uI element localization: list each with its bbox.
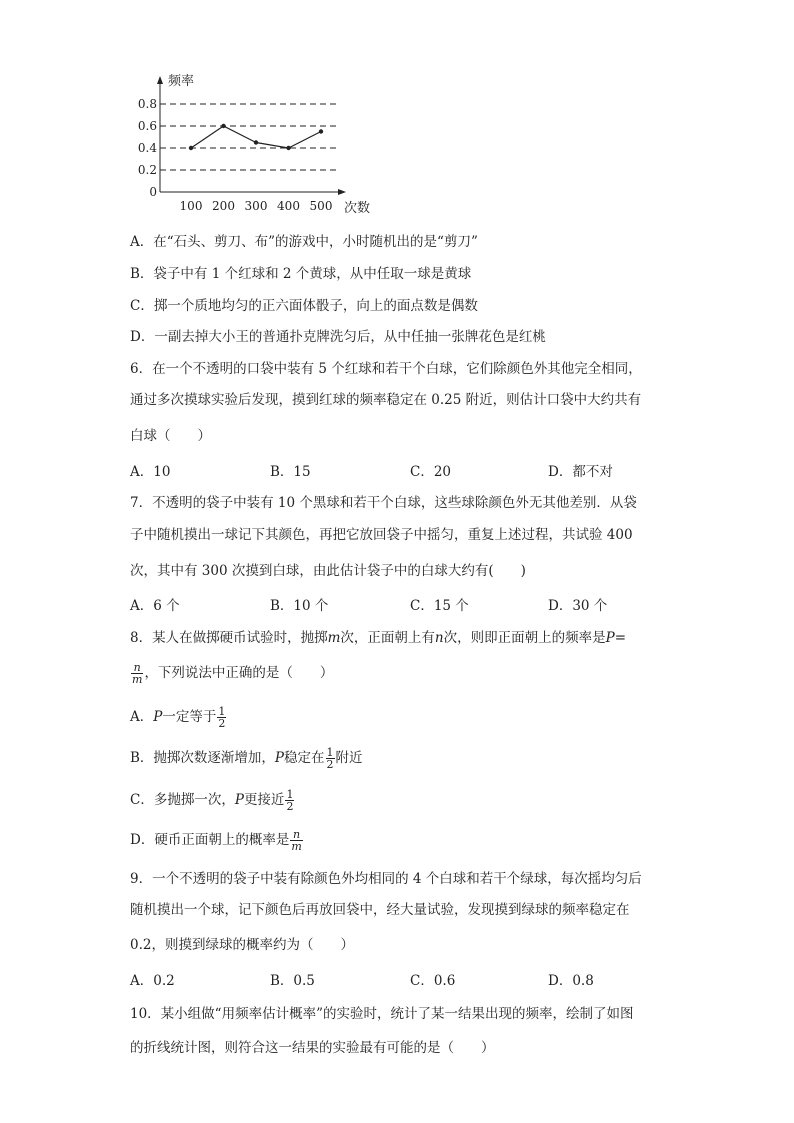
q8-option-c bbox=[130, 787, 295, 813]
q8-d-fraction-n-over-m bbox=[290, 829, 302, 852]
q8-d-frac-den: m bbox=[291, 840, 302, 853]
q7-line-1: 7．不透明的袋子中装有 10 个黑球和若干个白球，这些球除颜色外无其他差别．从袋 bbox=[130, 495, 637, 511]
q8-frac-num: n bbox=[131, 662, 143, 674]
q8-c-fraction-half bbox=[285, 789, 294, 812]
x-axis-label: 次数 bbox=[344, 201, 371, 216]
q8-text-2: ，下列说法中正确的是（ ） bbox=[144, 665, 334, 681]
q7-option-a: A．6 个 bbox=[130, 598, 180, 614]
q8-text-1b: 次，正面朝上有 bbox=[340, 630, 435, 646]
q8-line-2 bbox=[130, 660, 333, 686]
q7-line-3: 次，其中有 300 次摸到白球，由此估计袋子中的白球大约有( ) bbox=[130, 563, 526, 579]
q8-d-text: D．硬币正面朝上的概率是 bbox=[130, 832, 290, 848]
data-point bbox=[319, 129, 323, 133]
q8-b-fraction-half bbox=[326, 747, 335, 770]
q8-b-half-num: 1 bbox=[326, 746, 334, 759]
q9-option-a: A．0.2 bbox=[130, 973, 175, 989]
q8-b-half-den: 2 bbox=[326, 758, 334, 771]
frequency-line-chart bbox=[130, 70, 390, 220]
q8-var-m: m bbox=[327, 630, 341, 646]
x-axis-arrow bbox=[338, 189, 346, 195]
q8-b-text-pre: B．抛掷次数逐渐增加， bbox=[130, 750, 275, 766]
x-tick-label: 300 bbox=[244, 199, 268, 213]
prev-option-d: D．一副去掉大小王的普通扑克牌洗匀后，从中任抽一张牌花色是红桃 bbox=[130, 329, 546, 345]
q9-line-1: 9．一个不透明的袋子中装有除颜色外均相同的 4 个白球和若干个绿球，每次摇均匀后 bbox=[130, 871, 642, 887]
q6-line-3: 白球（ ） bbox=[130, 428, 211, 444]
q6-option-c: C．20 bbox=[410, 464, 452, 480]
q10-line-1: 10．某小组做“用频率估计概率”的实验时，统计了某一结果出现的频率，绘制了如图 bbox=[130, 1006, 634, 1022]
q8-frac-den: m bbox=[132, 673, 143, 686]
data-point bbox=[254, 140, 258, 144]
q7-option-b: B．10 个 bbox=[270, 598, 329, 614]
q8-fraction-n-over-m bbox=[131, 662, 143, 685]
q7-option-d: D．30 个 bbox=[548, 598, 608, 614]
q8-c-var-p: P bbox=[234, 792, 244, 808]
prev-option-b: B．袋子中有 1 个红球和 2 个黄球，从中任取一球是黄球 bbox=[130, 266, 472, 282]
q8-b-text-mid: 稳定在 bbox=[284, 750, 325, 766]
q8-a-var-p: P bbox=[153, 709, 163, 725]
prev-option-a: A．在“石头、剪刀、布”的游戏中，小时随机出的是“剪刀” bbox=[130, 234, 478, 250]
q8-d-frac-num: n bbox=[290, 829, 302, 841]
q8-var-n: n bbox=[434, 630, 444, 646]
q6-line-2: 通过多次摸球实验后发现，摸到红球的频率稳定在 0.25 附近，则估计口袋中大约共有 bbox=[130, 392, 642, 408]
q8-c-half-den: 2 bbox=[286, 800, 294, 813]
q7-option-c: C．15 个 bbox=[410, 598, 469, 614]
q6-line-1: 6．在一个不透明的口袋中装有 5 个红球和若干个白球，它们除颜色外其他完全相同， bbox=[130, 361, 642, 377]
q6-option-a: A．10 bbox=[130, 464, 171, 480]
q8-a-half-den: 2 bbox=[218, 717, 226, 730]
q8-a-text: 一定等于 bbox=[162, 709, 217, 725]
data-point bbox=[221, 124, 225, 128]
q8-line-1 bbox=[130, 628, 626, 648]
q9-line-3: 0.2，则摸到绿球的概率约为（ ） bbox=[130, 937, 354, 953]
q8-a-half-num: 1 bbox=[218, 705, 226, 718]
q9-option-b: B．0.5 bbox=[270, 973, 315, 989]
data-point bbox=[189, 146, 193, 150]
q10-line-2: 的折线统计图，则符合这一结果的实验最有可能的是（ ） bbox=[130, 1040, 495, 1056]
q8-c-half-num: 1 bbox=[286, 788, 294, 801]
x-tick-label: 500 bbox=[309, 199, 333, 213]
q8-text-1a: 8．某人在做掷硬币试验时，抛掷 bbox=[130, 630, 328, 646]
q8-b-var-p: P bbox=[274, 750, 285, 766]
q9-line-2: 随机摸出一个球，记下颜色后再放回袋中，经大量试验，发现摸到绿球的频率稳定在 bbox=[130, 902, 630, 918]
chart-svg bbox=[130, 70, 390, 220]
q8-equals: = bbox=[614, 630, 627, 646]
q8-option-b bbox=[130, 745, 363, 771]
y-axis-label: 频率 bbox=[168, 74, 195, 89]
x-tick-label: 400 bbox=[277, 199, 300, 213]
q9-option-c: C．0.6 bbox=[410, 973, 456, 989]
x-tick-label: 100 bbox=[179, 199, 203, 213]
q8-a-fraction-half bbox=[217, 706, 226, 729]
q8-c-text-pre: C．多抛掷一次， bbox=[130, 792, 235, 808]
y-tick-label: 0.6 bbox=[137, 119, 157, 133]
q6-option-b: B．15 bbox=[270, 464, 311, 480]
q8-var-p: P bbox=[605, 630, 615, 646]
q8-option-d bbox=[130, 827, 304, 853]
q8-option-a bbox=[130, 704, 227, 730]
y-tick-label: 0.4 bbox=[137, 141, 157, 155]
q8-c-text-mid: 更接近 bbox=[243, 792, 285, 808]
x-tick-label: 200 bbox=[212, 199, 235, 213]
q8-b-text-post: 附近 bbox=[335, 750, 363, 766]
q9-option-d: D．0.8 bbox=[548, 973, 594, 989]
data-point bbox=[286, 146, 290, 150]
y-tick-label: 0.2 bbox=[137, 163, 157, 177]
q7-line-2: 子中随机摸出一球记下其颜色，再把它放回袋子中摇匀，重复上述过程，共试验 400 bbox=[130, 527, 633, 543]
prev-option-c: C．掷一个质地均匀的正六面体骰子，向上的面点数是偶数 bbox=[130, 298, 478, 314]
q6-option-d: D．都不对 bbox=[548, 464, 613, 480]
q8-text-1c: 次，则即正面朝上的频率是 bbox=[443, 630, 606, 646]
q8-a-label: A． bbox=[130, 709, 154, 725]
y-tick-label: 0 bbox=[149, 185, 157, 199]
y-axis-arrow bbox=[157, 76, 163, 84]
y-tick-label: 0.8 bbox=[137, 97, 157, 111]
